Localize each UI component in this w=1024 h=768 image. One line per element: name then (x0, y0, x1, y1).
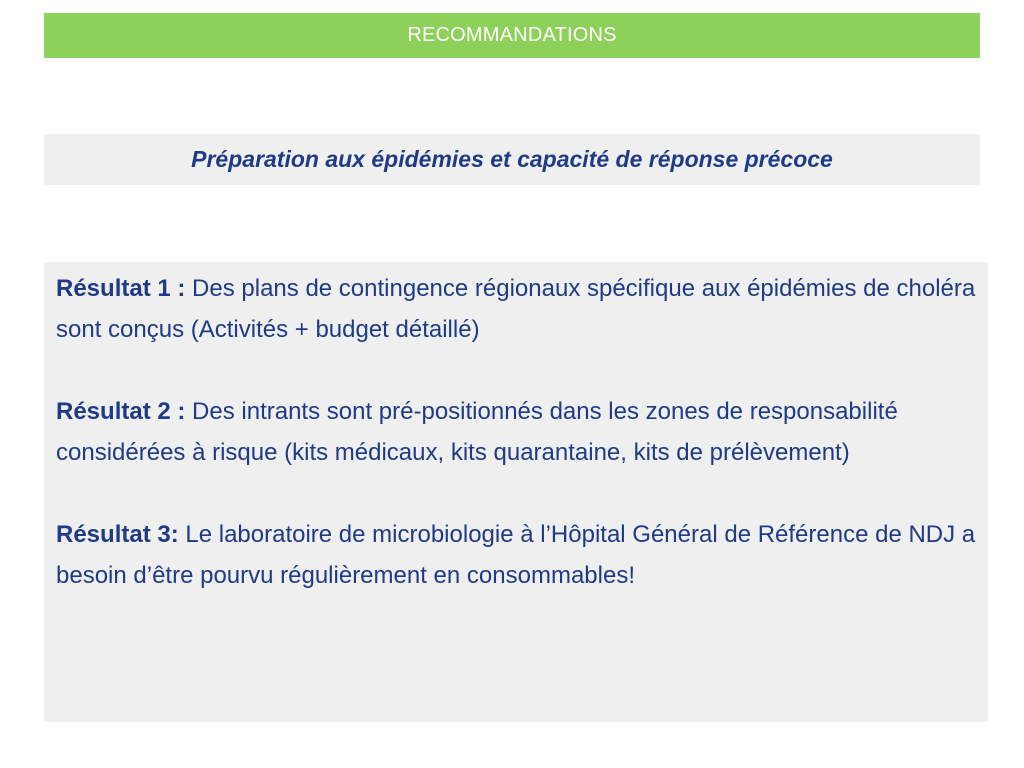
result-2-text: Des intrants sont pré-positionnés dans les zones de responsabilité considérées à risque (kits médicaux, kits quarantaine, kits de prélèvement) (56, 398, 898, 466)
subtitle-panel (44, 134, 980, 185)
result-1-text: Des plans de contingence régionaux spécifique aux épidémies de choléra sont conçus (Activités + budget détaillé) (56, 275, 976, 343)
result-1-label: Résultat 1 : (56, 275, 186, 302)
section-subtitle: Préparation aux épidémies et capacité de réponse précoce (191, 146, 833, 172)
result-3-text: Le laboratoire de microbiologie à l’Hôpital Général de Référence de NDJ a besoin d’être pourvu régulièrement en consommables! (56, 521, 976, 589)
results-panel (44, 262, 988, 722)
recommendations-banner (44, 13, 980, 58)
banner-title: RECOMMANDATIONS (407, 24, 617, 46)
result-1 (56, 268, 976, 350)
result-2 (56, 391, 976, 473)
result-2-label: Résultat 2 : (56, 398, 186, 425)
result-3 (56, 514, 976, 596)
result-3-label: Résultat 3: (56, 521, 179, 548)
